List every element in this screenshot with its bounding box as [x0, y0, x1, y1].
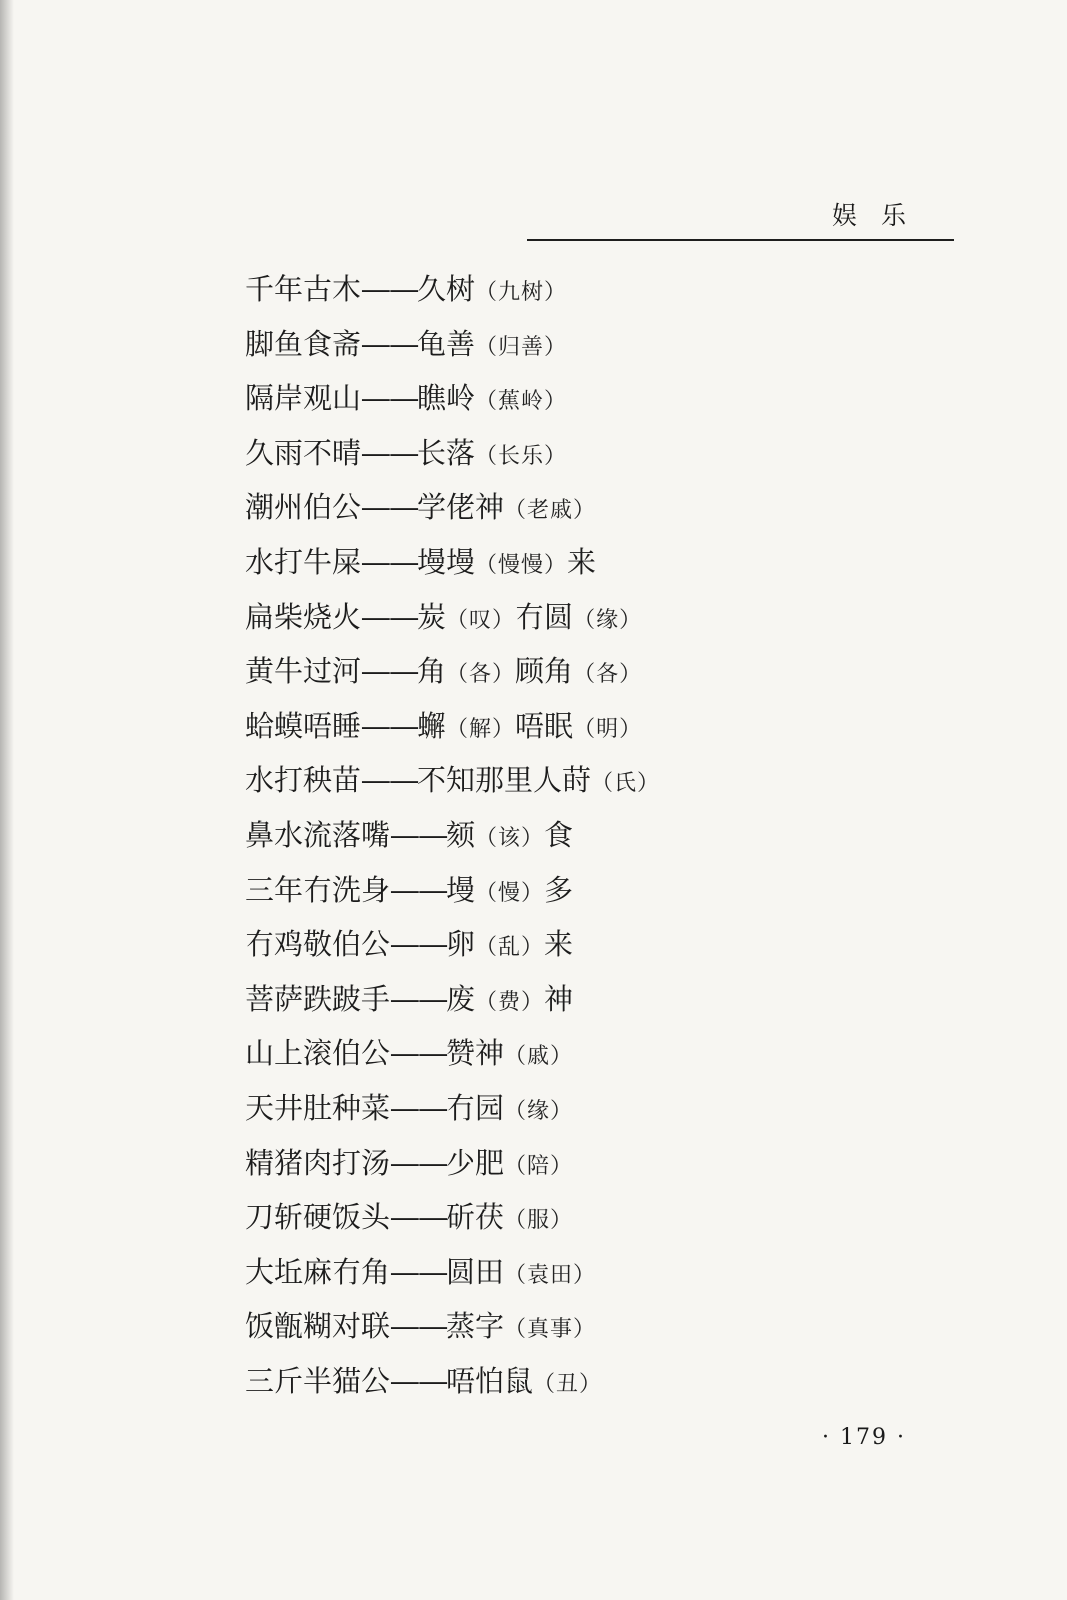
dash-separator: —— [389, 1090, 447, 1125]
answer-text: 不知那里人莳 [417, 763, 592, 798]
answer-text: 墁 [446, 872, 476, 907]
riddle-text: 黄牛过河 [245, 654, 362, 689]
riddle-text: 久雨不晴 [245, 435, 362, 470]
answer-note: （长乐） [475, 443, 568, 469]
riddle-text: 三斤半猫公 [245, 1363, 391, 1398]
header-rule [527, 239, 954, 241]
entry-line [245, 917, 1005, 972]
entry-line [245, 1081, 1005, 1136]
answer-text: 来 [544, 927, 574, 962]
dash-separator: —— [360, 654, 418, 689]
dash-separator: —— [389, 1363, 447, 1398]
running-head-title: 娱 乐 [832, 201, 914, 230]
entry-line [245, 371, 1005, 426]
answer-text: 唔眠 [515, 708, 574, 743]
entry-line [245, 317, 1005, 372]
riddle-text: 冇鸡敬伯公 [245, 927, 391, 962]
entry-line [245, 1245, 1005, 1300]
riddle-text: 水打牛屎 [245, 544, 362, 579]
answer-text: 长落 [417, 435, 476, 470]
dash-separator: —— [389, 1254, 447, 1289]
entry-line [245, 1299, 1005, 1354]
answer-text: 少肥 [446, 1145, 505, 1180]
entry-line [245, 262, 1005, 317]
answer-note: （叹） [446, 607, 516, 633]
dash-separator: —— [360, 708, 418, 743]
answer-note: （老戚） [504, 498, 597, 524]
answer-text: 冇圆 [515, 599, 574, 634]
entry-line [245, 1354, 1005, 1409]
answer-note: （陪） [504, 1153, 574, 1179]
answer-text: 多 [544, 872, 574, 907]
riddle-text: 精猪肉打汤 [245, 1145, 391, 1180]
dash-separator: —— [360, 544, 418, 579]
dash-separator: —— [360, 490, 418, 525]
answer-note: （该） [475, 825, 545, 851]
riddle-text: 山上滚伯公 [245, 1036, 391, 1071]
entry-line [245, 699, 1005, 754]
answer-text: 圆田 [446, 1254, 505, 1289]
entry-line [245, 426, 1005, 481]
entry-line [245, 480, 1005, 535]
answer-note: （归善） [475, 334, 568, 360]
answer-text: 神 [544, 981, 574, 1016]
answer-text: 蠏 [417, 708, 447, 743]
answer-note: （蕉岭） [475, 389, 568, 415]
answer-note: （真事） [504, 1317, 597, 1343]
dash-separator: —— [389, 1309, 447, 1344]
entry-line [245, 590, 1005, 645]
riddle-text: 扁柴烧火 [245, 599, 362, 634]
riddle-text: 隔岸观山 [245, 381, 362, 416]
answer-text: 蒸字 [446, 1309, 505, 1344]
dash-separator: —— [389, 817, 447, 852]
answer-text: 久树 [417, 272, 476, 306]
dash-separator: —— [389, 1145, 447, 1180]
riddle-text: 鼻水流落嘴 [245, 817, 391, 852]
answer-text: 顾角 [515, 654, 574, 689]
entry-line [245, 753, 1005, 808]
riddle-list [245, 262, 1005, 1408]
answer-text: 炭 [417, 599, 447, 634]
riddle-text: 刀斩硬饭头 [245, 1200, 391, 1235]
dash-separator: —— [360, 381, 418, 416]
dash-separator: —— [360, 272, 418, 306]
riddle-text: 千年古木 [245, 272, 362, 306]
answer-text: 废 [446, 981, 476, 1016]
answer-text: 墁墁 [417, 544, 476, 579]
riddle-text: 蛤蟆唔睡 [245, 708, 362, 743]
entry-line [245, 808, 1005, 863]
answer-text: 学佬神 [417, 490, 505, 525]
answer-note: （袁田） [504, 1262, 597, 1288]
answer-note: （乱） [475, 935, 545, 961]
answer-text: 瞧岭 [417, 381, 476, 416]
answer-note: （戚） [504, 1044, 574, 1070]
riddle-text: 饭甑糊对联 [245, 1309, 391, 1344]
entry-line [245, 1190, 1005, 1245]
dash-separator: —— [389, 1200, 447, 1235]
answer-note: （慢） [475, 880, 545, 906]
riddle-text: 大坵麻冇角 [245, 1254, 391, 1289]
dash-separator: —— [389, 981, 447, 1016]
answer-text: 冇园 [446, 1090, 505, 1125]
answer-text: 唔怕鼠 [446, 1363, 534, 1398]
riddle-text: 潮州伯公 [245, 490, 362, 525]
riddle-text: 水打秧苗 [245, 763, 362, 798]
answer-text: 龟善 [417, 326, 476, 361]
answer-note: （服） [504, 1208, 574, 1234]
answer-note: （解） [446, 716, 516, 742]
answer-text: 食 [544, 817, 574, 852]
answer-text: 斫茯 [446, 1200, 505, 1235]
dash-separator: —— [360, 326, 418, 361]
answer-note: （缘） [504, 1098, 574, 1124]
answer-note: （缘） [573, 607, 643, 633]
entry-line [245, 1136, 1005, 1191]
dash-separator: —— [360, 435, 418, 470]
page-number: · 179 · [822, 1425, 906, 1450]
entry-line [245, 863, 1005, 918]
dash-separator: —— [360, 599, 418, 634]
riddle-text: 三年冇洗身 [245, 872, 391, 907]
answer-note: （明） [573, 716, 643, 742]
answer-text: 颏 [446, 817, 476, 852]
answer-text: 角 [417, 654, 447, 689]
answer-note: （慢慢） [475, 552, 568, 578]
answer-text: 卵 [446, 927, 476, 962]
answer-note: （九树） [475, 280, 568, 305]
riddle-text: 菩萨跌跛手 [245, 981, 391, 1016]
answer-note: （氏） [591, 771, 661, 797]
dash-separator: —— [389, 1036, 447, 1071]
answer-note: （各） [573, 662, 643, 688]
page-edge-shadow [0, 0, 14, 1600]
dash-separator: —— [360, 763, 418, 798]
answer-note: （费） [475, 989, 545, 1015]
dash-separator: —— [389, 872, 447, 907]
dash-separator: —— [389, 927, 447, 962]
entry-line [245, 644, 1005, 699]
answer-text: 赞神 [446, 1036, 505, 1071]
entry-line [245, 972, 1005, 1027]
riddle-text: 天井肚种菜 [245, 1090, 391, 1125]
answer-text: 来 [567, 544, 597, 579]
entry-line [245, 535, 1005, 590]
riddle-text: 脚鱼食斋 [245, 326, 362, 361]
answer-note: （丑） [533, 1371, 603, 1397]
entry-line [245, 1026, 1005, 1081]
answer-note: （各） [446, 662, 516, 688]
